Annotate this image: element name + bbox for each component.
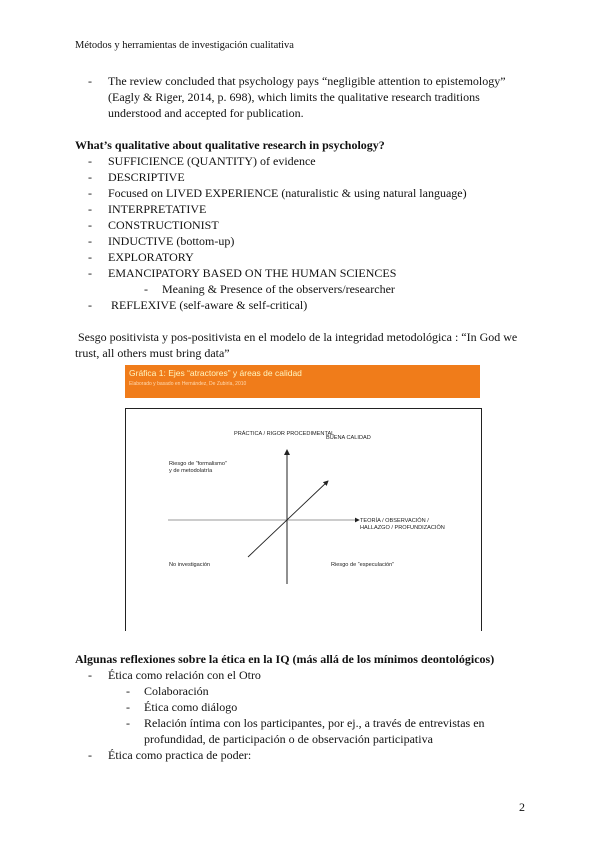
bias-line-1: Sesgo positivista y pos-positivista en el modelo de la integridad metodológica : “In God we: [75, 330, 518, 344]
bullet-dash: -: [88, 186, 92, 200]
bullet-dash: -: [88, 266, 92, 280]
list-item: REFLEXIVE (self-aware & self-critical): [111, 298, 308, 312]
bullet-dash: -: [88, 218, 92, 232]
section1-heading: What’s qualitative about qualitative research in psychology?: [75, 138, 385, 152]
list-subitem: Ética como diálogo: [144, 700, 238, 714]
list-subitem-continuation: profundidad, de participación o de observación participativa: [144, 732, 433, 746]
list-item: Focused on LIVED EXPERIENCE (naturalistic & using natural language): [108, 186, 467, 200]
bullet-dash: -: [88, 202, 92, 216]
list-item: Ética como practica de poder:: [108, 748, 252, 762]
list-item: SUFFICIENCE (QUANTITY) of evidence: [108, 154, 316, 168]
diagonal-arrow: [248, 481, 328, 557]
list-subitem: Meaning & Presence of the observers/researcher: [162, 282, 395, 296]
bullet-dash: -: [88, 154, 92, 168]
intro-line-2: (Eagly & Riger, 2014, p. 698), which limits the qualitative research traditions: [108, 90, 480, 104]
bottom-right-label: Riesgo de “especulación”: [331, 562, 395, 568]
top-left-label-2: y de metodolatría: [169, 468, 213, 474]
x-axis-label-2: HALLAZGO / PROFUNDIZACIÓN: [360, 525, 445, 531]
bullet-dash: -: [126, 684, 130, 698]
bullet-dash: -: [88, 234, 92, 248]
intro-line-1: The review concluded that psychology pays “negligible attention to epistemology”: [108, 74, 506, 88]
list-item: CONSTRUCTIONIST: [108, 218, 219, 232]
top-right-label: BUENA CALIDAD: [326, 435, 371, 441]
list-item: INTERPRETATIVE: [108, 202, 207, 216]
running-header: Métodos y herramientas de investigación cualitativa: [75, 40, 294, 51]
figure-subtitle: Elaborado y basado en Hernández, De Zubiría, 2010: [129, 381, 247, 387]
list-item: EXPLORATORY: [108, 250, 194, 264]
bullet-dash: -: [88, 748, 92, 762]
bottom-left-label: No investigación: [169, 562, 211, 568]
bullet-dash: -: [88, 74, 92, 88]
figure-title: Gráfica 1: Ejes “atractores” y áreas de calidad: [129, 368, 302, 378]
bias-line-2: trust, all others must bring data”: [75, 346, 230, 360]
section2-heading: Algunas reflexiones sobre la ética en la IQ (más allá de los mínimos deontológicos): [75, 652, 495, 666]
list-subitem: Relación íntima con los participantes, por ej., a través de entrevistas en: [144, 716, 485, 730]
list-item: EMANCIPATORY BASED ON THE HUMAN SCIENCES: [108, 266, 397, 280]
list-subitem: Colaboración: [144, 684, 209, 698]
bullet-dash: -: [88, 250, 92, 264]
bullet-dash: -: [126, 716, 130, 730]
bullet-dash: -: [126, 700, 130, 714]
figure-title-bar: [125, 365, 480, 398]
bullet-dash: -: [144, 282, 148, 296]
y-axis-label: PRÁCTICA / RIGOR PROCEDIMENTAL: [234, 431, 335, 437]
quality-axes-diagram: [125, 408, 482, 631]
list-item: DESCRIPTIVE: [108, 170, 185, 184]
intro-line-3: understood and accepted for publication.: [108, 106, 304, 120]
list-item: INDUCTIVE (bottom-up): [108, 234, 235, 248]
top-left-label-1: Riesgo de “formalismo”: [169, 461, 227, 467]
page-number: 2: [519, 800, 525, 814]
list-item: Ética como relación con el Otro: [108, 668, 261, 682]
x-axis-label-1: TEORÍA / OBSERVACIÓN /: [360, 518, 429, 524]
bullet-dash: -: [88, 668, 92, 682]
bullet-dash: -: [88, 170, 92, 184]
bullet-dash: -: [88, 298, 92, 312]
